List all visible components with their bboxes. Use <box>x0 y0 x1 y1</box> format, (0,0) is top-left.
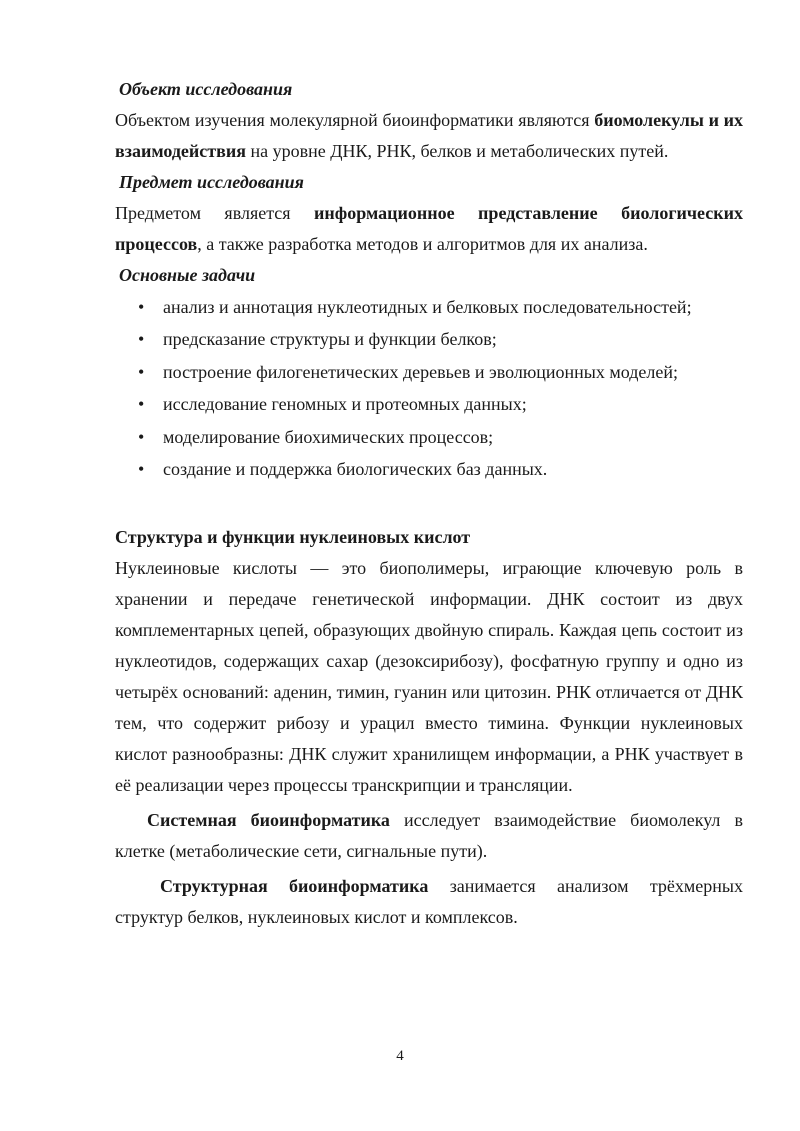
object-heading: Объект исследования <box>119 79 293 99</box>
section-spacer <box>115 485 743 522</box>
list-item <box>115 421 743 453</box>
subject-text-2: , а также разработка методов и алгоритмов для их анализа. <box>197 234 648 254</box>
page-number: 4 <box>396 1048 404 1064</box>
document-page <box>115 74 743 933</box>
tasks-heading: Основные задачи <box>119 265 256 285</box>
subject-text-1: Предметом является <box>115 203 315 223</box>
systems-paragraph <box>115 805 743 867</box>
list-item <box>115 453 743 485</box>
bullet-icon: • <box>138 394 145 415</box>
object-text-2: на уровне ДНК, РНК, белков и метаболических путей. <box>245 141 669 161</box>
systems-bold-term: Системная биоинформатика <box>147 810 390 831</box>
bullet-icon: • <box>138 361 145 382</box>
tasks-list <box>115 291 743 485</box>
subject-heading: Предмет исследования <box>119 172 304 192</box>
list-item <box>115 323 743 355</box>
list-item-text: моделирование биохимических процессов; <box>163 426 494 447</box>
bullet-icon: • <box>138 426 145 447</box>
object-paragraph <box>115 105 743 167</box>
object-bold-term: биомолекулы и их взаимодействия <box>115 110 743 161</box>
bullet-icon: • <box>138 329 145 350</box>
list-item-text: построение филогенетических деревьев и эволюционных моделей; <box>163 361 679 382</box>
list-item <box>115 388 743 420</box>
list-item-text: исследование геномных и протеомных данных; <box>163 394 527 415</box>
structural-bold-term: Структурная биоинформатика <box>160 876 429 897</box>
bullet-icon: • <box>138 459 145 480</box>
bullet-icon: • <box>138 297 145 317</box>
structure-heading: Структура и функции нуклеиновых кислот <box>115 527 471 548</box>
structural-text: занимается анализом трёхмерных структур белков, нуклеиновых кислот и комплексов. <box>115 876 743 928</box>
structure-paragraph: Нуклеиновые кислоты — это биополимеры, играющие ключевую роль в хранении и передаче генетической информации. ДНК состоит из двух комплементарных цепей, образующих двойную спираль. Каждая цепь состоит из нуклеотидов, содержащих сахар (дезоксирибозу), фосфатную группу и одно из четырёх оснований: аденин, тимин, гуанин или цитозин. РНК отличается от ДНК тем, что содержит рибозу и урацил вместо тимина. Функции нуклеиновых кислот разнообразны: ДНК служит хранилищем информации, а РНК участвует в её реализации через процессы транскрипции и трансляции. <box>115 558 743 796</box>
systems-text: исследует взаимодействие биомолекул в клетке (метаболические сети, сигнальные пути). <box>115 810 743 862</box>
object-text-1: Объектом изучения молекулярной биоинформатики являются <box>115 110 595 130</box>
subject-bold-term: информационное представление биологических процессов <box>115 203 743 254</box>
subject-paragraph <box>115 198 743 260</box>
list-item <box>115 356 743 388</box>
list-item-text: создание и поддержка биологических баз данных. <box>163 459 548 480</box>
list-item <box>115 291 743 323</box>
list-item-text: анализ и аннотация нуклеотидных и белковых последовательностей; <box>163 297 692 317</box>
structural-paragraph <box>115 871 743 933</box>
list-item-text: предсказание структуры и функции белков; <box>163 329 497 350</box>
